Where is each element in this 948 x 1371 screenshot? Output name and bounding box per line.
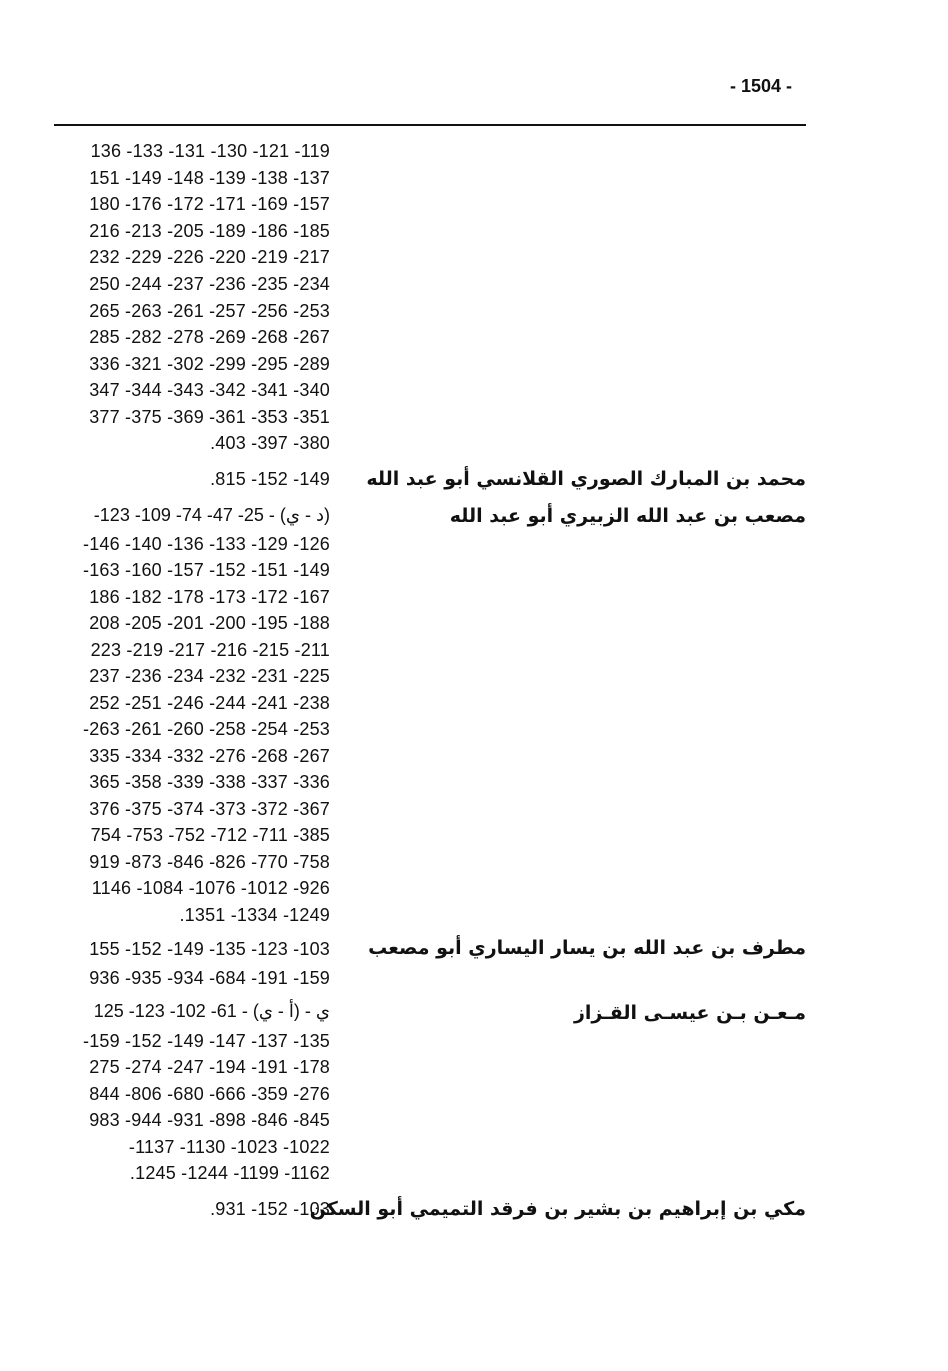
page-refs-line: -163 -160 -157 -152 -151 -149	[83, 560, 330, 580]
page-refs-line: 237 -236 -234 -232 -231 -225	[89, 666, 330, 686]
page-refs-line: 155 -152 -149 -135 -123 -103	[89, 939, 330, 959]
page-refs-line: 180 -176 -172 -171 -169 -157	[89, 194, 330, 214]
page-refs-line: 223 -219 -217 -216 -215 -211	[90, 640, 330, 660]
person-name: مطرف بن عبد الله بن يسار اليساري أبو مصعب	[368, 937, 806, 959]
header-rule	[54, 124, 806, 126]
page-refs-line: 252 -251 -246 -244 -241 -238	[89, 693, 330, 713]
page-refs-line: 136 -133 -131 -130 -121 -119	[90, 141, 330, 161]
page-refs-line: 347 -344 -343 -342 -341 -340	[89, 380, 330, 400]
page-refs-line: 265 -263 -261 -257 -256 -253	[89, 301, 330, 321]
page-refs-line: 844 -806 -680 -666 -359 -276	[89, 1084, 330, 1104]
page-refs-line: 151 -149 -148 -139 -138 -137	[89, 168, 330, 188]
page-refs-line: 125 -123 -102 -61 - (أ - ي) - ي	[93, 1001, 330, 1021]
page-refs-line: 335 -334 -332 -276 -268 -267	[89, 746, 330, 766]
page-refs-line: 285 -282 -278 -269 -268 -267	[89, 327, 330, 347]
page-refs-line: 365 -358 -339 -338 -337 -336	[89, 772, 330, 792]
page-refs-line: 377 -375 -369 -361 -353 -351	[89, 407, 330, 427]
page-refs-line: -146 -140 -136 -133 -129 -126	[83, 534, 330, 554]
page-refs-line: 983 -944 -931 -898 -846 -845	[89, 1110, 330, 1130]
person-name: محمد بن المبارك الصوري القلانسي أبو عبد الله	[366, 468, 806, 490]
page-refs-line: 376 -375 -374 -373 -372 -367	[89, 799, 330, 819]
page-refs-line: 275 -274 -247 -194 -191 -178	[89, 1057, 330, 1077]
page-refs-line: 208 -205 -201 -200 -195 -188	[89, 613, 330, 633]
page-refs-line: -159 -152 -149 -147 -137 -135	[83, 1031, 330, 1051]
page-refs-line: 1146 -1084 -1076 -1012 -926	[91, 878, 330, 898]
page-refs-line: .403 -397 -380	[210, 433, 330, 453]
page-refs-line: 936 -935 -934 -684 -191 -159	[89, 968, 330, 988]
page-refs-line: -123 -109 -74 -47 -25 - (د - ي)	[93, 505, 330, 525]
page-refs-line: .815 -152 -149	[210, 469, 330, 489]
page-refs-line: 754 -753 -752 -712 -711 -385	[90, 825, 330, 845]
page-refs-line: .931 -152 -103	[210, 1199, 330, 1219]
person-name: مـعـن بـن عيسـى القـزاز	[573, 1002, 806, 1024]
page-refs-line: 216 -213 -205 -189 -186 -185	[89, 221, 330, 241]
page-refs-line: 232 -229 -226 -220 -219 -217	[89, 247, 330, 267]
page-number: - 1504 -	[730, 76, 793, 96]
page-refs-line: -263 -261 -260 -258 -254 -253	[83, 719, 330, 739]
page-refs-line: 186 -182 -178 -173 -172 -167	[89, 587, 330, 607]
person-name: مكي بن إبراهيم بن بشير بن فرقد التميمي أبو السكن	[309, 1198, 806, 1220]
page-refs-line: 919 -873 -846 -826 -770 -758	[89, 852, 330, 872]
page-refs-line: -1137 -1130 -1023 -1022	[128, 1137, 330, 1157]
page-refs-line: 336 -321 -302 -299 -295 -289	[89, 354, 330, 374]
page-refs-line: .1351 -1334 -1249	[179, 905, 330, 925]
person-name: مصعب بن عبد الله الزبيري أبو عبد الله	[449, 505, 806, 527]
page-refs-line: 250 -244 -237 -236 -235 -234	[89, 274, 330, 294]
page-refs-line: .1245 -1244 -1199 -1162	[129, 1163, 330, 1183]
